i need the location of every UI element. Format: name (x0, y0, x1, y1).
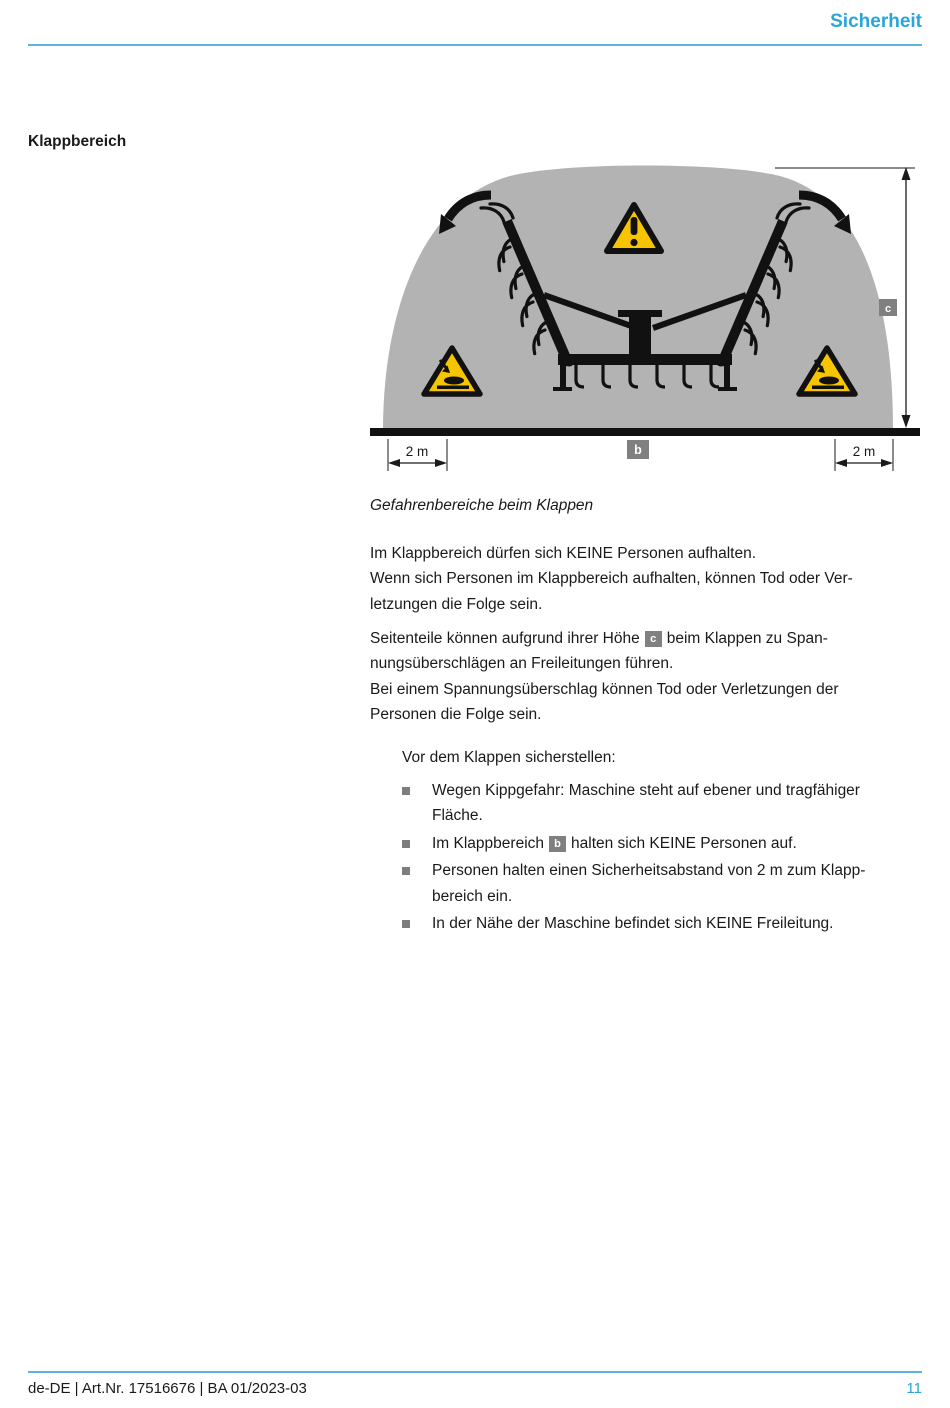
text-line: Fläche. (432, 807, 483, 825)
left-distance-label: 2 m (405, 444, 429, 459)
svg-text:c: c (884, 303, 892, 315)
checklist (402, 778, 932, 938)
text-segment: halten sich KEINE Personen auf. (571, 834, 797, 852)
text-line: Personen halten einen Sicherheitsabstand von 2 m zum Klapp- (432, 862, 866, 880)
page-header-title: Sicherheit (830, 11, 922, 32)
footer-document-info: de-DE | Art.Nr. 17516676 | BA 01/2023-03 (28, 1380, 307, 1397)
checklist-intro: Vor dem Klappen sicherstellen: (402, 749, 616, 766)
text-line (370, 626, 935, 651)
text-line: letzungen die Folge sein. (370, 595, 543, 613)
text-line: Im Klappbereich dürfen sich KEINE Personen aufhalten. (370, 545, 757, 562)
margin-label-klappbereich: Klappbereich (28, 133, 127, 150)
text-line: nungsüberschlägen an Freileitungen führen. (370, 655, 674, 673)
figure-caption: Gefahrenbereiche beim Klappen (370, 497, 594, 514)
paragraph-klappbereich (370, 541, 935, 617)
text-line: bereich ein. (432, 887, 513, 905)
text-segment: beim Klappen zu Span- (666, 630, 828, 647)
footer-rule (28, 1371, 922, 1373)
bullet-square-icon (402, 840, 410, 848)
bullet-square-icon (402, 787, 410, 795)
ref-label-c (879, 299, 897, 316)
text-line: Personen die Folge sein. (370, 706, 542, 724)
text-line: Wenn sich Personen im Klappbereich aufhalten, können Tod oder Ver- (370, 570, 853, 588)
text-segment: Seitenteile können aufgrund ihrer Höhe (370, 630, 640, 647)
list-item (402, 831, 932, 856)
footer-page-number: 11 (906, 1380, 922, 1397)
inline-ref-badge-c: c (645, 631, 662, 647)
header-rule (28, 44, 922, 46)
text-segment: Im Klappbereich (432, 834, 545, 852)
ground-line (370, 428, 920, 436)
list-item (402, 911, 932, 936)
inline-ref-badge-b: b (549, 836, 566, 852)
text-line: Bei einem Spannungsüberschlag können Tod oder Verletzungen der (370, 680, 839, 698)
bullet-square-icon (402, 920, 410, 928)
ref-label-b (627, 440, 649, 459)
text-line: Wegen Kippgefahr: Maschine steht auf ebener und tragfähiger (432, 782, 860, 799)
right-distance-label: 2 m (852, 444, 876, 459)
list-item (402, 858, 932, 909)
svg-text:b: b (634, 443, 642, 457)
text-line: In der Nähe der Maschine befindet sich KEINE Freileitung. (432, 915, 834, 933)
paragraph-freileitung (370, 626, 935, 728)
text-line (432, 831, 797, 856)
list-item (402, 778, 932, 829)
bullet-square-icon (402, 867, 410, 875)
figure-danger-zone-diagram (370, 138, 920, 479)
